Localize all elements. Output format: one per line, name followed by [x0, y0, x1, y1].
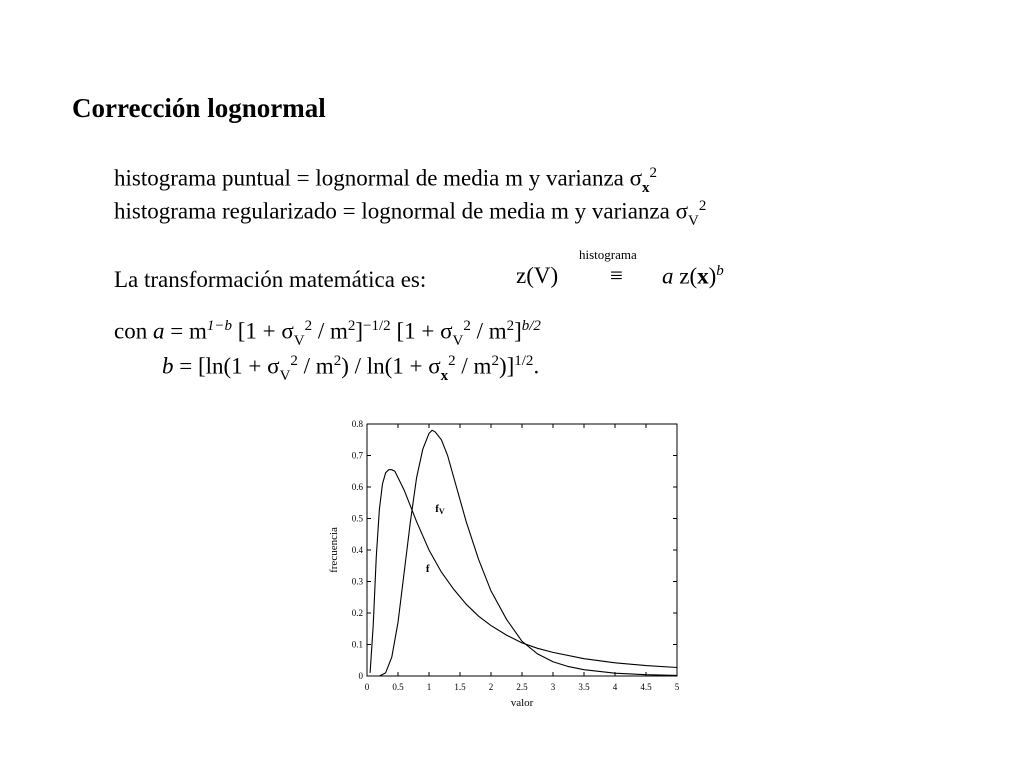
equiv-symbol: ≡ [610, 263, 623, 288]
x-tick-label: 4 [612, 682, 618, 692]
y-tick-label: 0 [358, 671, 363, 681]
curve-annotation-0: fV [435, 503, 445, 517]
b-p5: )] [498, 353, 515, 379]
a-exp2: −1/2 [363, 318, 391, 334]
a-p5: / m [470, 318, 507, 344]
y-tick-label: 0.2 [351, 608, 363, 618]
x-tick-label: 4.5 [640, 682, 652, 692]
x-tick-label: 2 [488, 682, 494, 692]
b-sub1: V [279, 368, 291, 385]
y-tick-label: 0.4 [351, 545, 363, 555]
x-tick-label: 1.5 [454, 682, 466, 692]
x-tick-label: 2.5 [516, 682, 528, 692]
x-axis-label: valor [510, 697, 534, 709]
y-tick-label: 0.7 [351, 450, 363, 461]
b-p2: / m [297, 353, 334, 379]
b-p1: = [ln(1 + σ [173, 353, 280, 379]
transform-lhs: z(V) [516, 263, 559, 288]
line1-sup: 2 [649, 165, 658, 181]
plot-frame [367, 424, 677, 676]
line-histograma-puntual [114, 165, 657, 196]
b-sup4: 2 [491, 353, 499, 369]
a-p4: [1 + σ [390, 318, 453, 344]
b-p4: / m [455, 353, 492, 379]
curve-annotation-1: f [425, 563, 430, 576]
a-sup2: 2 [347, 318, 356, 334]
x-tick-label: 3 [550, 682, 556, 692]
x-tick-label: 0 [364, 682, 370, 692]
b-sub2: x [440, 368, 449, 385]
a-sub2: V [452, 333, 464, 350]
curve-annotation-sub: V [438, 507, 445, 517]
x-tick-label: 5 [674, 682, 680, 692]
y-tick-label: 0.1 [351, 639, 363, 650]
rhs-a: a [662, 263, 674, 289]
a-eq-m: = m [164, 318, 207, 344]
rhs-z: z( [673, 263, 698, 289]
a-p3: ] [355, 318, 364, 344]
formula-a [114, 318, 541, 349]
series-line-fv [379, 430, 677, 676]
formula-b [162, 353, 539, 384]
b-p3: ) / ln(1 + σ [341, 353, 441, 379]
b-var: b [162, 353, 174, 379]
y-tick-label: 0.3 [351, 576, 363, 587]
x-tick-label: 1 [426, 682, 432, 692]
a-sup3: 2 [463, 318, 471, 334]
x-tick-label: 0.5 [392, 682, 404, 692]
a-sup4: 2 [506, 318, 515, 334]
b-exp: 1/2 [514, 353, 534, 369]
transform-label: La transformación matemática es: [114, 267, 427, 292]
a-p1: [1 + σ [231, 318, 294, 344]
x-tick-label: 3.5 [578, 682, 590, 692]
lognormal-chart [325, 410, 695, 710]
a-exp3: b/2 [521, 318, 541, 334]
line1-sub: x [642, 180, 650, 197]
transform-rhs [662, 263, 724, 290]
line-histograma-regularizado [114, 198, 706, 229]
line2-sup: 2 [698, 198, 707, 214]
rhs-exp: b [716, 263, 724, 279]
a-exp1: 1−b [206, 318, 232, 334]
a-p6: ] [514, 318, 522, 344]
a-p2: / m [312, 318, 348, 344]
rhs-close: ) [708, 263, 717, 289]
con-prefix: con [114, 318, 153, 344]
equiv-annotation: histograma [579, 247, 637, 262]
a-sub1: V [293, 333, 305, 350]
a-sup1: 2 [304, 318, 313, 334]
b-sup2: 2 [333, 353, 342, 369]
line2-sub: V [687, 213, 699, 230]
y-tick-label: 0.6 [351, 482, 363, 492]
b-p6: . [533, 353, 540, 379]
y-tick-label: 0.5 [351, 513, 363, 524]
b-sup3: 2 [448, 353, 456, 369]
rhs-x: x [697, 263, 709, 289]
line1-text: histograma puntual = lognormal de media m y varianza σ [114, 165, 643, 191]
slide-title: Corrección lognormal [72, 93, 326, 123]
y-axis-label: frecuencia [328, 527, 340, 573]
line2-text: histograma regularizado = lognormal de media m y varianza σ [114, 198, 688, 224]
y-tick-label: 0.8 [351, 419, 363, 429]
a-var: a [152, 318, 165, 344]
b-sup1: 2 [290, 353, 298, 369]
chart-svg [325, 410, 695, 710]
